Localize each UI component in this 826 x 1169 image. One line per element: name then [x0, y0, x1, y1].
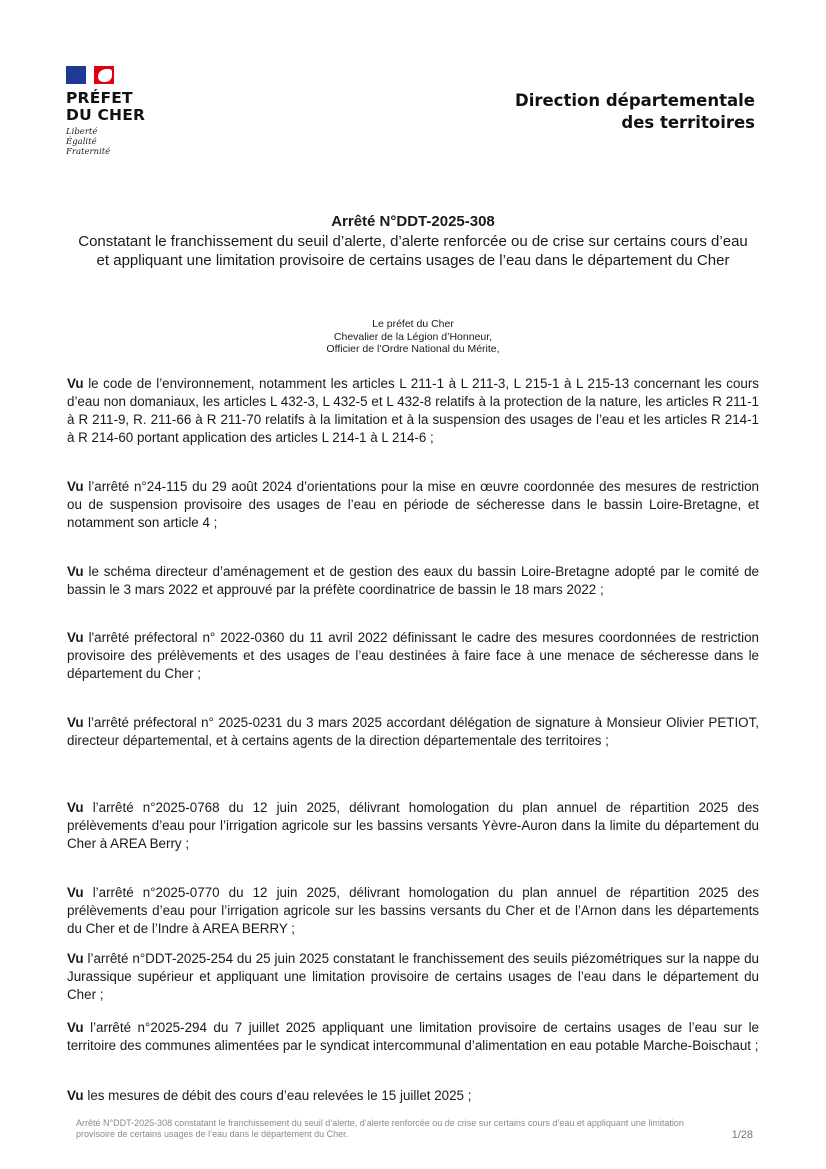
visa-text: l’arrêté n°24-115 du 29 août 2024 d’orientations pour la mise en œuvre coordonnée des mesures de restriction ou de suspension provisoire des usages de l’eau en période de sécheresse dans le bassin Loire-Bretagne, et notamment son article 4 ;	[67, 479, 759, 530]
visa-lead: Vu	[67, 1020, 84, 1035]
visa-paragraph	[67, 884, 759, 938]
visa-paragraph	[67, 799, 759, 853]
arrete-number: Arrêté N°DDT-2025-308	[331, 213, 495, 230]
page-footer	[76, 1118, 753, 1140]
prefet-line-2: Chevalier de la Légion d’Honneur,	[333, 330, 493, 343]
prefet-titles	[70, 318, 756, 356]
motto-egalite: Égalité	[66, 137, 97, 147]
direction-line-1: Direction départementale	[515, 91, 755, 110]
arrete-subtitle: Constatant le franchissement du seuil d’alerte, d’alerte renforcée ou de crise sur certains cours d’eau et appliquant une limitation provisoire de certains usages de l’eau dans le département du Cher	[78, 233, 748, 269]
visa-lead: Vu	[67, 951, 84, 966]
visa-paragraph	[67, 950, 759, 1004]
motto-fraternite: Fraternité	[66, 147, 111, 157]
page-number: 1/28	[731, 1129, 753, 1141]
visa-text: l’arrêté n°2025-0770 du 12 juin 2025, délivrant homologation du plan annuel de répartition 2025 des prélèvements d’eau pour l’irrigation agricole sur les bassins versants du Cher et de l’Arnon dans les départements du Cher et de l’Indre à AREA BERRY ;	[67, 885, 759, 936]
logo-line-1: PRÉFET	[66, 89, 133, 107]
visa-paragraph	[67, 629, 759, 683]
french-flag-icon	[66, 66, 114, 84]
visa-lead: Vu	[67, 885, 84, 900]
visa-text: le schéma directeur d’aménagement et de gestion des eaux du bassin Loire-Bretagne adopté par le comité de bassin le 3 mars 2022 et approuvé par la préfète coordinatrice de bassin le 18 mars 2022 ;	[67, 564, 759, 597]
marianne-icon	[98, 69, 112, 82]
logo-title	[66, 90, 145, 124]
visa-paragraph	[67, 714, 759, 750]
visa-lead: Vu	[67, 800, 84, 815]
direction-line-2: des territoires	[621, 113, 755, 132]
visa-paragraph	[67, 563, 759, 599]
visa-lead: Vu	[67, 715, 84, 730]
motto-liberte: Liberté	[66, 127, 98, 137]
prefet-line-1: Le préfet du Cher	[372, 318, 454, 330]
visa-text: l’arrêté préfectoral n° 2025-0231 du 3 mars 2025 accordant délégation de signature à Monsieur Olivier PETIOT, directeur départemental, et à certains agents de la direction départementale des territoires ;	[67, 715, 759, 748]
visa-lead: Vu	[67, 564, 84, 579]
visa-paragraph	[67, 478, 759, 532]
visa-text: l’arrêté n°2025-294 du 7 juillet 2025 appliquant une limitation provisoire de certains usages de l’eau sur le territoire des communes alimentées par le syndicat intercommunal d’alimentation en eau potable Marche-Boischaut ;	[67, 1020, 759, 1053]
visa-lead: Vu	[67, 376, 84, 391]
issuing-direction	[515, 90, 755, 134]
visa-paragraph	[67, 375, 759, 447]
visa-text: l’arrêté n°2025-0768 du 12 juin 2025, délivrant homologation du plan annuel de répartition 2025 des prélèvements d’eau pour l’irrigation agricole sur les bassins versants Yèvre-Auron dans la limite du département du Cher à AREA Berry ;	[67, 800, 759, 851]
republic-motto	[66, 127, 145, 157]
visa-text: les mesures de débit des cours d’eau relevées le 15 juillet 2025 ;	[83, 1088, 472, 1103]
visa-lead: Vu	[67, 1088, 84, 1103]
visa-lead: Vu	[67, 630, 84, 645]
prefet-line-3: Officier de l’Ordre National du Mérite,	[326, 343, 500, 355]
document-title-block	[70, 212, 756, 270]
visa-text: l’arrêté n°DDT-2025-254 du 25 juin 2025 constatant le franchissement des seuils piézométriques sur la nappe du Jurassique supérieur et appliquant une limitation provisoire de certains usages de l’eau dans le département du Cher ;	[67, 951, 759, 1002]
visa-text: le code de l’environnement, notamment les articles L 211-1 à L 211-3, L 215-1 à L 215-13 concernant les cours d’eau non domaniaux, les articles L 432-3, L 432-5 et L 432-8 relatifs à la protection de la nature, les articles R 211-1 à R 211-9, R. 211-66 à R 211-70 relatifs à la limitation et à la suspension des usages de l’eau et les articles R 214-1 à R 214-60 portant application des articles L 214-1 à L 214-6 ;	[67, 376, 759, 445]
visa-paragraph	[67, 1087, 759, 1105]
visa-text: l'arrêté préfectoral n° 2022-0360 du 11 avril 2022 définissant le cadre des mesures coordonnées de restriction provisoire des prélèvements et des usages de l’eau destinées à faire face à une menace de sécheresse dans le département du Cher ;	[67, 630, 759, 681]
footer-text: Arrêté N°DDT-2025-308 constatant le franchissement du seuil d’alerte, d’alerte renforcée ou de crise sur certains cours d’eau et appliquant une limitation provisoire de certains usages de l’eau dans le département du Cher.	[76, 1118, 684, 1139]
logo-line-2: DU CHER	[66, 106, 146, 124]
prefecture-logo	[66, 66, 145, 157]
visa-paragraph	[67, 1019, 759, 1055]
visa-lead: Vu	[67, 479, 84, 494]
